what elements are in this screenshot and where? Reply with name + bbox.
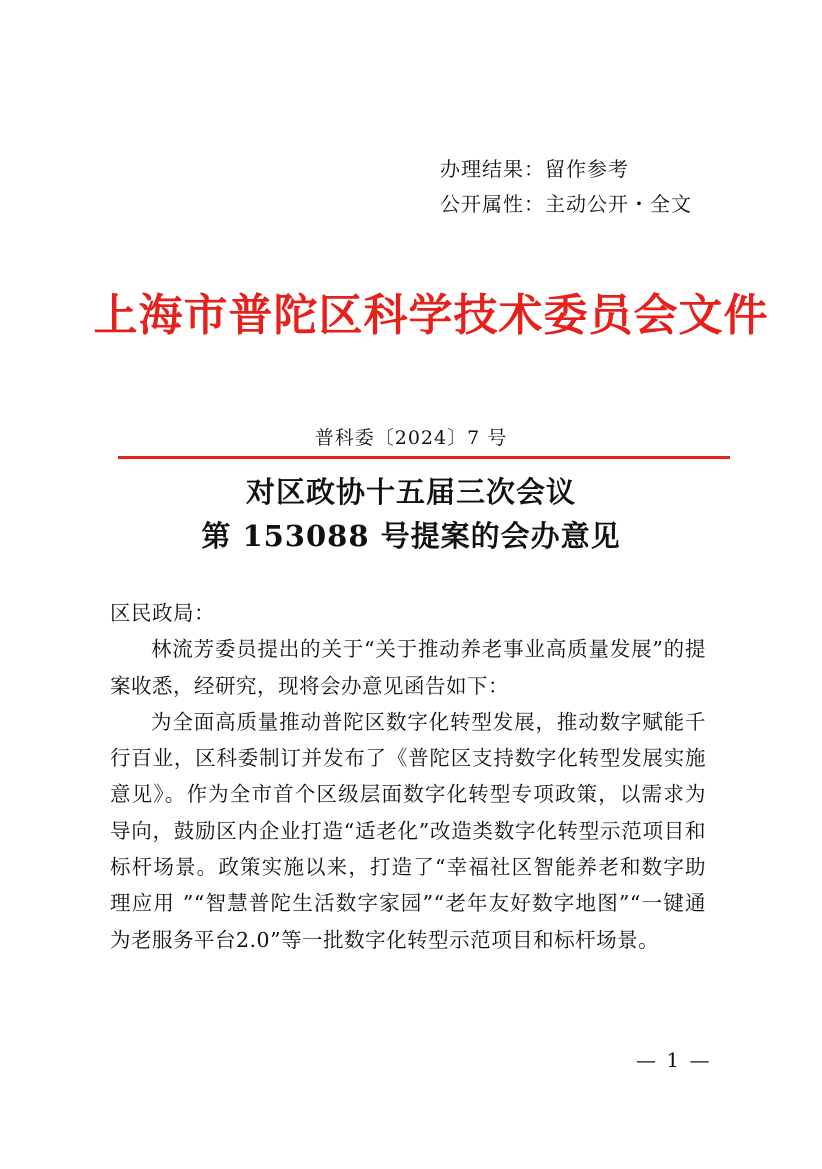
document-title-line-1: 对区政协十五届三次会议	[245, 475, 576, 509]
document-meta	[440, 152, 692, 222]
document-title	[0, 470, 822, 558]
red-divider-line	[118, 456, 730, 459]
document-number: 普科委〔2024〕7 号	[314, 427, 508, 449]
page-number: — 1 —	[636, 1048, 712, 1072]
masthead-title: 上海市普陀区科学技术委员会文件	[93, 290, 769, 341]
processing-result: 办理结果：留作参考	[440, 157, 629, 181]
paragraph-1: 林流芳委员提出的关于“关于推动养老事业高质量发展”的提案收悉，经研究，现将会办意见函告如下：	[110, 637, 706, 698]
paragraph-2: 为全面高质量推动普陀区数字化转型发展，推动数字赋能千行百业，区科委制订并发布了《普陀区支持数字化转型发展实施意见》。作为全市首个区级层面数字化转型专项政策，以需求为导向，鼓励区内企业打造“适老化”改造类数字化转型示范项目和标杆场景。政策实施以来，打造了“幸福社区智能养老和数字助理应用 ”“智慧普陀生活数字家园”“老年友好数字地图”“一键通为老服务平台2.0”等一批数字化转型示范项目和标杆场景。	[110, 709, 706, 952]
document-title-line-2: 第 153088 号提案的会办意见	[201, 519, 621, 553]
document-body	[110, 595, 706, 958]
salutation: 区民政局：	[110, 601, 215, 625]
disclosure-attribute: 公开属性：主动公开・全文	[440, 192, 692, 216]
